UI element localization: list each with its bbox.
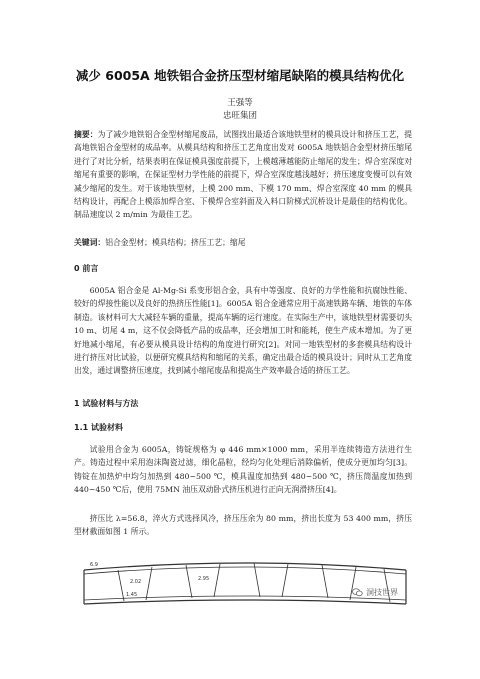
paper-title: 减少 6005A 地铁铝合金挤压型材缩尾缺陷的模具结构优化	[75, 68, 405, 83]
abstract-label: 摘要：	[74, 130, 98, 139]
wechat-icon	[352, 588, 363, 597]
keywords	[74, 236, 412, 249]
dimension-label: 1.45	[126, 592, 138, 598]
dimension-label: 2.95	[198, 576, 210, 582]
section-1-1-paragraph-1: 试验用合金为 6005A，铸锭规格为 φ 446 mm×1000 mm，采用半连续铸造方法进行生产。铸造过程中采用泡沫陶瓷过滤，细化晶粒，经均匀化处理后消除偏析，使成分更加均匀[3]。铸锭在加热炉中均匀加热到 480~500 ℃，模具温度加热到 480~500 ℃，挤压筒温度加热到 440~450 ℃后，使用 75MN 油压双动卧式挤压机进行正向无润滑挤压[4]。	[74, 445, 412, 495]
paper-author: 王强等	[227, 98, 253, 108]
abstract-text: 为了减少地铁铝合金型材缩尾废品，试图找出最适合该地铁型材的模具设计和挤压工艺，提高地铁铝合金型材的成品率。从模具结构和挤压工艺角度出发对 6005A 地铁铝合金型材挤压缩尾进行了对比分析，结果表明在保证模具强度前提下，上模越薄越能防止缩尾的发生；焊合室深度对缩尾有重要的影响，在保证型材力学性能的前提下，焊合室深度越浅越好；挤压速度变慢可以有效减少缩尾的发生。对于该地铁型材，上模 200 mm、下模 170 mm、焊合室深度 40 mm 的模具结构设计，再配合上模添加焊合室、下模焊合室斜面及入料口阶梯式沉桥设计是最佳的结构优化。制品速度以 2 m/min 为最佳工艺。	[74, 130, 413, 220]
section-0-paragraph: 6005A 铝合金是 Al-Mg-Si 系变形铝合金，具有中等强度、良好的力学性能和抗腐蚀性能、较好的焊接性能以及良好的热挤压性能[1]。6005A 铝合金通常应用于高速铁路车辆、地铁的车体制造。该材料可大大减轻车辆的重量，提高车辆的运行速度。在实际生产中，该地铁型材需要切头 10 m、切尾 4 m，这不仅会降低产品的成品率，还会增加工时和能耗，使生产成本增加。为了更好地减小缩尾，有必要从模具设计结构的角度进行研究[2]。对同一地铁型材的多套模具结构设计进行挤压对比试验，以便研究模具结构和缩尾的关系，确定出最合适的模具设计；同时从工艺角度出发，通过调整挤压速度，找到减小缩尾废品和提高生产效率最合适的挤压工艺。	[74, 286, 412, 376]
profile-web	[186, 565, 192, 598]
section-1-heading: 1 试验材料与方法	[74, 399, 139, 408]
profile-web	[118, 570, 124, 601]
watermark-text: 洞技世界	[366, 588, 398, 597]
dimension-label: 6.9	[90, 562, 98, 568]
profile-bottom-skin	[84, 600, 406, 604]
section-0-heading: 0 前言	[74, 264, 99, 273]
profile-top-skin	[84, 563, 406, 570]
profile-web	[254, 563, 260, 597]
paper-affiliation: 忠旺集团	[222, 111, 257, 121]
keywords-text: 铝合金型材；模具结构；挤压工艺；缩尾	[105, 238, 246, 247]
abstract	[74, 128, 412, 222]
dimension-label: 2.02	[130, 579, 142, 585]
keywords-label: 关键词：	[74, 238, 106, 247]
profile-web	[214, 564, 220, 597]
profile-cross-section-figure	[80, 552, 410, 612]
section-1-1-heading: 1.1 试验材料	[74, 423, 123, 432]
profile-top-skin-inner	[84, 567, 406, 574]
section-1-1-paragraph-2: 挤压比 λ=56.8，淬火方式选择风冷，挤压压余为 80 mm，挤出长度为 53 400 mm，挤压型材截面如图 1 所示。	[74, 514, 412, 537]
profile-web	[282, 564, 288, 597]
profile-web	[146, 567, 152, 600]
profile-web	[322, 565, 328, 598]
watermark	[352, 587, 398, 598]
